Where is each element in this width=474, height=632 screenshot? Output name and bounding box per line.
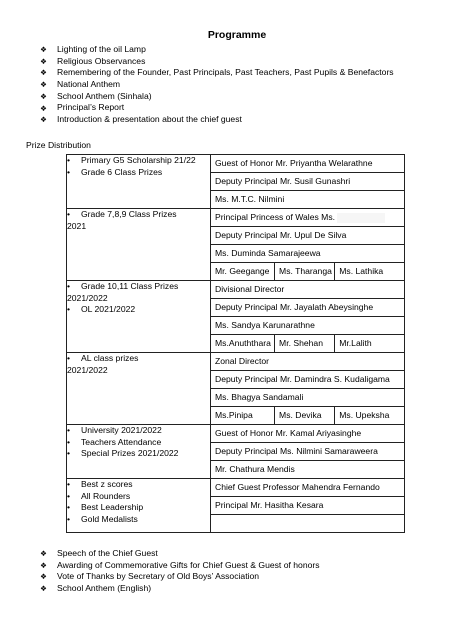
list-item-text: Introduction & presentation about the chief guest	[57, 114, 242, 125]
prize-category-line	[67, 491, 210, 503]
presenter-name	[211, 227, 404, 243]
dot-bullet-icon: •	[67, 155, 71, 165]
prize-category-line	[67, 155, 210, 167]
dot-bullet-icon: •	[67, 448, 71, 458]
diamond-bullet-icon: ❖	[40, 115, 47, 125]
presenter-cell	[211, 515, 405, 533]
list-item-text: School Anthem (English)	[57, 583, 152, 594]
presenter-name	[211, 173, 404, 189]
prize-category-line	[67, 514, 210, 526]
presenter-cell	[211, 407, 405, 425]
prize-category-text: 2021/2022	[67, 364, 108, 375]
presenter-name: Ms. Devika	[279, 410, 322, 420]
prize-category-cell	[67, 479, 211, 533]
prize-category-cell	[67, 425, 211, 479]
presenter-cell	[211, 191, 405, 209]
list-item-text: Vote of Thanks by Secretary of Old Boys’ Association	[57, 571, 260, 582]
table-row	[67, 281, 405, 299]
prize-category-line	[67, 437, 210, 449]
prize-distribution-heading: Prize Distribution	[26, 140, 91, 150]
prize-category-text: Teachers Attendance	[81, 436, 162, 447]
presenter-text: Deputy Principal Mr. Susil Gunashri	[215, 176, 351, 186]
list-item	[39, 67, 394, 79]
prize-category-text: Best Leadership	[81, 502, 144, 512]
closing-items-list	[39, 548, 320, 595]
prize-distribution-table	[66, 154, 405, 533]
presenter-name: Ms. Tharanga	[279, 266, 332, 276]
presenter-text: Chief Guest Professor Mahendra Fernando	[215, 482, 380, 492]
prize-category-cell	[67, 209, 211, 281]
prize-category-line	[67, 221, 210, 233]
presenter-cell	[211, 227, 405, 245]
prize-category-text: 2021/2022	[67, 292, 108, 303]
presenter-cell	[211, 335, 405, 353]
prize-category-text: AL class prizes	[81, 353, 139, 363]
list-item	[39, 560, 320, 572]
list-item-text: National Anthem	[57, 79, 121, 90]
presenter-text: Ms. M.T.C. Nilmini	[215, 194, 285, 204]
diamond-bullet-icon: ❖	[40, 103, 47, 113]
dot-bullet-icon: •	[67, 209, 71, 219]
redacted-name-block	[337, 213, 385, 223]
dot-bullet-icon: •	[67, 502, 71, 512]
presenter-text: Guest of Honor Mr. Priyantha Welarathne	[215, 158, 373, 168]
presenter-name: Mr. Shehan	[279, 338, 323, 348]
presenter-text: Deputy Principal Ms. Nilmini Samaraweera	[215, 446, 378, 456]
list-item-text: School Anthem (Sinhala)	[57, 90, 152, 101]
presenter-text: Guest of Honor Mr. Kamal Ariyasinghe	[215, 428, 362, 438]
diamond-bullet-icon: ❖	[40, 91, 47, 101]
dot-bullet-icon: •	[67, 436, 71, 447]
page-title: Programme	[207, 29, 267, 41]
presenter-name: Ms.Anuththara	[215, 338, 271, 348]
prize-category-line	[67, 425, 210, 437]
dot-bullet-icon: •	[67, 166, 71, 177]
presenter-cell	[211, 497, 405, 515]
prize-category-text: Grade 7,8,9 Class Prizes	[81, 209, 177, 219]
diamond-bullet-icon: ❖	[40, 56, 47, 66]
dot-bullet-icon: •	[67, 513, 71, 524]
dot-bullet-icon: •	[67, 490, 71, 501]
prize-category-line	[67, 167, 210, 179]
list-item	[39, 91, 394, 103]
presenter-name	[211, 191, 404, 207]
list-item-text: Principal’s Report	[57, 102, 125, 113]
list-item-text: Remembering of the Founder, Past Principals, Past Teachers, Past Pupils & Benefactors	[57, 67, 394, 78]
list-item-text: Lighting of the oil Lamp	[57, 44, 146, 54]
presenter-subtable	[211, 335, 404, 352]
presenter-cell	[211, 389, 405, 407]
prize-category-cell	[67, 281, 211, 353]
presenter-name	[211, 371, 404, 387]
presenter-text: Principal Princess of Wales Ms.	[215, 212, 336, 222]
diamond-bullet-icon: ❖	[40, 45, 47, 55]
presenter-name	[211, 479, 404, 495]
opening-items-list	[39, 44, 394, 126]
presenter-cell	[211, 353, 405, 371]
prize-category-text: All Rounders	[81, 490, 131, 501]
prize-category-text: Grade 6 Class Prizes	[81, 166, 163, 177]
prize-category-text: Primary G5 Scholarship 21/22	[81, 155, 196, 165]
presenter-name	[211, 425, 404, 441]
presenter-cell	[211, 155, 405, 173]
presenter-name	[211, 461, 404, 477]
presenter-name	[211, 281, 404, 297]
list-item	[39, 44, 394, 56]
dot-bullet-icon: •	[67, 479, 71, 489]
presenter-text: Deputy Principal Mr. Damindra S. Kudaligama	[215, 374, 390, 384]
diamond-bullet-icon: ❖	[40, 68, 47, 78]
presenter-name: Mr.Lalith	[339, 338, 372, 348]
presenter-cell	[211, 263, 405, 281]
presenter-name	[211, 209, 404, 225]
list-item-text: Religious Observances	[57, 55, 146, 66]
presenter-text: Ms. Bhagya Sandamali	[215, 392, 304, 402]
prize-category-cell	[67, 353, 211, 425]
presenter-cell	[211, 173, 405, 191]
list-item	[39, 571, 320, 583]
dot-bullet-icon: •	[67, 281, 71, 291]
presenter-cell	[211, 461, 405, 479]
dot-bullet-icon: •	[67, 425, 71, 435]
diamond-bullet-icon: ❖	[40, 584, 47, 594]
table-row	[67, 479, 405, 497]
presenter-cell	[211, 425, 405, 443]
prize-category-text: Special Prizes 2021/2022	[81, 448, 179, 458]
prize-category-line	[67, 365, 210, 377]
presenter-cell	[211, 245, 405, 263]
prize-category-text: Grade 10,11 Class Prizes	[81, 281, 179, 291]
table-row	[67, 425, 405, 443]
table-row	[67, 209, 405, 227]
presenter-text: Ms. Duminda Samarajeewa	[215, 248, 321, 258]
presenter-text: Deputy Principal Mr. Upul De Silva	[215, 230, 347, 240]
presenter-text: Divisional Director	[215, 284, 285, 294]
list-item	[39, 102, 394, 114]
dot-bullet-icon: •	[67, 353, 71, 363]
prize-category-text: University 2021/2022	[81, 425, 162, 435]
prize-category-text: Gold Medalists	[81, 513, 138, 524]
prize-category-line	[67, 293, 210, 305]
table-row	[67, 353, 405, 371]
presenter-cell	[211, 209, 405, 227]
presenter-name: Ms. Lathika	[339, 266, 384, 276]
diamond-bullet-icon: ❖	[40, 80, 47, 90]
presenter-cell	[211, 479, 405, 497]
list-item	[39, 79, 394, 91]
table-row	[67, 155, 405, 173]
list-item	[39, 114, 394, 126]
presenter-name	[211, 353, 404, 369]
list-item	[39, 583, 320, 595]
prize-category-line	[67, 479, 210, 491]
presenter-text: Deputy Principal Mr. Jayalath Abeysinghe	[215, 302, 374, 312]
presenter-text: Zonal Director	[215, 356, 269, 366]
dot-bullet-icon: •	[67, 304, 71, 314]
presenter-cell	[211, 299, 405, 317]
presenter-name: Mr. Geegange	[215, 266, 270, 276]
diamond-bullet-icon: ❖	[40, 560, 47, 570]
list-item-text: Awarding of Commemorative Gifts for Chief Guest & Guest of honors	[57, 559, 320, 570]
presenter-name	[211, 299, 404, 315]
presenter-name	[211, 245, 404, 261]
prize-category-line	[67, 448, 210, 460]
presenter-name: Ms. Upeksha	[339, 410, 390, 420]
presenter-text: Mr. Chathura Mendis	[215, 464, 295, 474]
presenter-name	[211, 317, 404, 333]
presenter-name	[211, 389, 404, 405]
presenter-cell	[211, 317, 405, 335]
presenter-name: Ms.Pinipa	[215, 410, 253, 420]
diamond-bullet-icon: ❖	[40, 549, 47, 559]
prize-category-cell	[67, 155, 211, 209]
presenter-cell	[211, 281, 405, 299]
presenter-text: Ms. Sandya Karunarathne	[215, 320, 315, 330]
presenter-name	[211, 155, 404, 171]
list-item	[39, 56, 394, 68]
diamond-bullet-icon: ❖	[40, 572, 47, 582]
presenter-cell	[211, 443, 405, 461]
prize-category-text: Best z scores	[81, 479, 133, 489]
presenter-name	[211, 497, 404, 513]
prize-category-line	[67, 304, 210, 316]
prize-category-line	[67, 281, 210, 293]
presenter-subtable	[211, 407, 404, 424]
presenter-name	[211, 443, 404, 459]
presenter-text: Principal Mr. Hasitha Kesara	[215, 500, 324, 510]
list-item	[39, 548, 320, 560]
prize-category-line	[67, 502, 210, 514]
prize-category-line	[67, 353, 210, 365]
list-item-text: Speech of the Chief Guest	[57, 548, 158, 558]
presenter-subtable	[211, 263, 404, 280]
prize-category-text: OL 2021/2022	[81, 304, 136, 314]
presenter-cell	[211, 371, 405, 389]
prize-category-text: 2021	[67, 220, 87, 231]
prize-category-line	[67, 209, 210, 221]
